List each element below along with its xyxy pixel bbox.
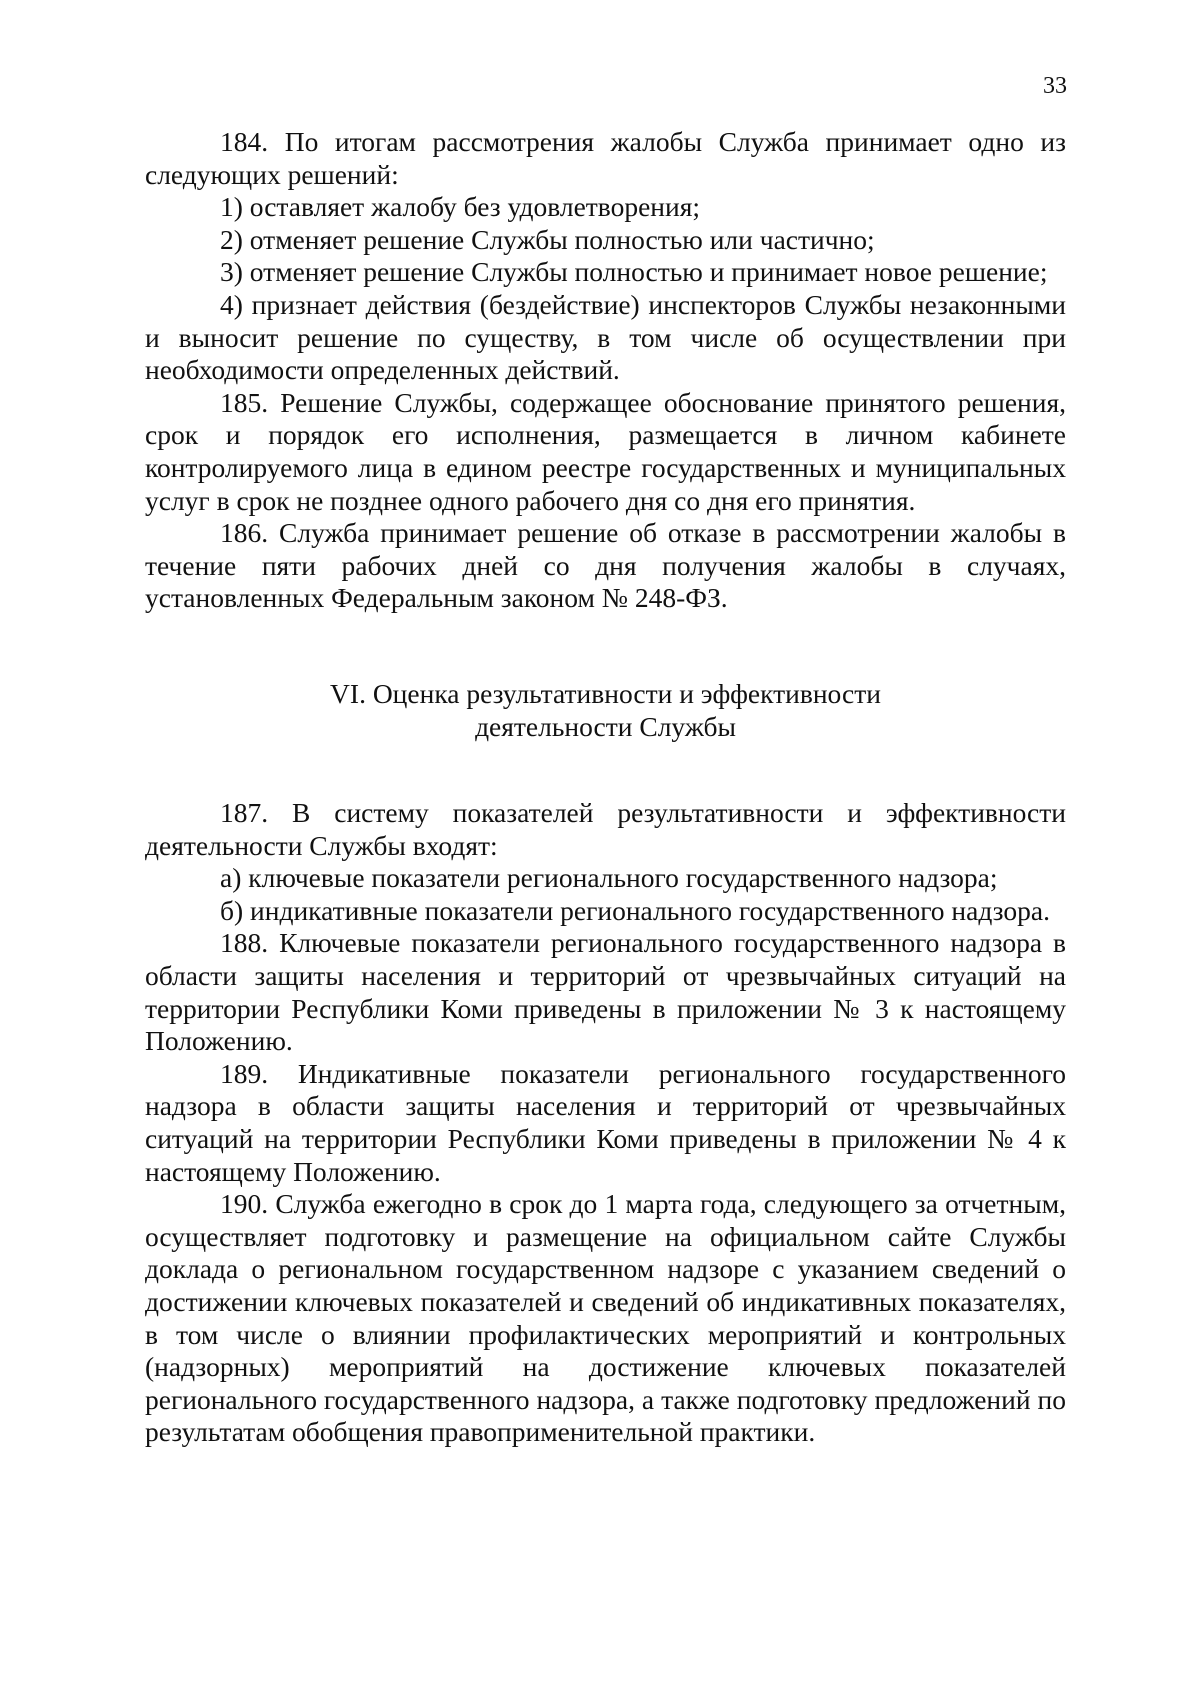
section-heading-line-2: деятельности Службы: [475, 710, 736, 742]
list-item-184-3: 3) отменяет решение Службы полностью и принимает новое решение;: [220, 256, 1048, 288]
paragraph-189: 189. Индикативные показатели регионального государственного надзора в области защиты населения и территорий от чрезвычайных ситуаций на территории Республики Коми приведены в приложении № 4 к настоящему Положению.: [145, 1057, 1066, 1187]
list-item-187-b: б) индикативные показатели регионального государственного надзора.: [220, 894, 1050, 926]
document-body: [145, 126, 1066, 1449]
section-heading-line-1: VI. Оценка результативности и эффективности: [330, 677, 881, 709]
page-number: 33: [1043, 73, 1067, 99]
paragraph-185: 185. Решение Службы, содержащее обоснование принятого решения, срок и порядок его исполнения, размещается в личном кабинете контролируемого лица в едином реестре государственных и муниципальных услуг в срок не позднее одного рабочего дня со дня его принятия.: [145, 386, 1066, 516]
paragraph-190: 190. Служба ежегодно в срок до 1 марта года, следующего за отчетным, осуществляет подготовку и размещение на официальном сайте Службы доклада о региональном государственном надзоре с указанием сведений о достижении ключевых показателей и сведений об индикативных показателях, в том числе о влиянии профилактических мероприятий и контрольных (надзорных) мероприятий на достижение ключевых показателей регионального государственного надзора, а также подготовку предложений по результатам обобщения правоприменительной практики.: [145, 1188, 1066, 1448]
paragraph-187: 187. В систему показателей результативности и эффективности деятельности Службы входят:: [145, 797, 1066, 861]
list-item-187-a: а) ключевые показатели регионального государственного надзора;: [220, 862, 998, 894]
list-item-184-2: 2) отменяет решение Службы полностью или частично;: [220, 223, 875, 255]
paragraph-188: 188. Ключевые показатели регионального государственного надзора в области защиты населения и территорий от чрезвычайных ситуаций на территории Республики Коми приведены в приложении № 3 к настоящему Положению.: [145, 927, 1066, 1057]
paragraph-184: 184. По итогам рассмотрения жалобы Служба принимает одно из следующих решений:: [145, 126, 1066, 190]
section-heading: [145, 678, 1066, 743]
list-item-184-4: 4) признает действия (бездействие) инспекторов Службы незаконными и выносит решение по существу, в том числе об осуществлении при необходимости определенных действий.: [145, 288, 1066, 386]
paragraph-186: 186. Служба принимает решение об отказе в рассмотрении жалобы в течение пяти рабочих дней со дня получения жалобы в случаях, установленных Федеральным законом № 248-ФЗ.: [145, 517, 1066, 614]
list-item-184-1: 1) оставляет жалобу без удовлетворения;: [220, 191, 701, 223]
